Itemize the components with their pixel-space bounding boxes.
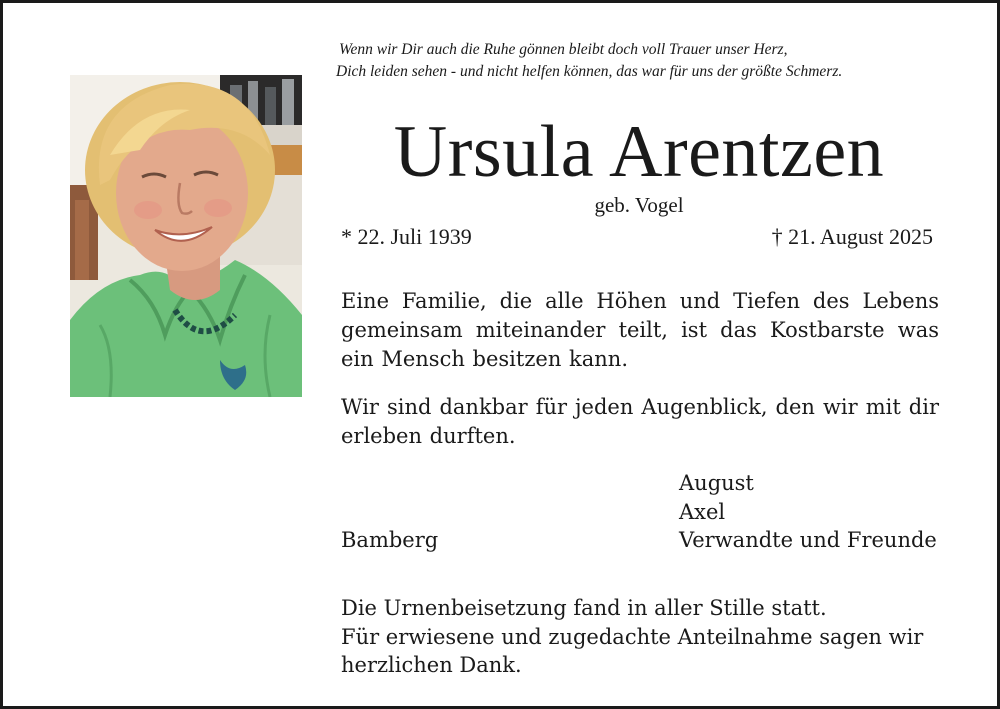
place: Bamberg <box>341 528 439 552</box>
signer: Axel <box>679 499 726 524</box>
signers-list <box>679 469 937 555</box>
family-paragraph: Eine Familie, die alle Höhen und Tiefen des Lebens gemeinsam miteinander teilt, ist das Kostbarste was ein Mensch besitzen kann. <box>341 289 939 371</box>
gratitude-paragraph: Wir sind dankbar für jeden Augenblick, den wir mit dir erleben durften. <box>341 395 939 448</box>
closing-line-1: Die Urnenbeisetzung fand in aller Stille statt. <box>341 596 827 620</box>
signer: Verwandte und Freunde <box>679 528 937 552</box>
signer: August <box>679 471 754 495</box>
poem <box>336 39 949 83</box>
poem-line-2: Dich leiden sehen - und nicht helfen können, das war für uns der größte Schmerz. <box>336 63 843 80</box>
maiden-name: geb. Vogel <box>594 193 684 217</box>
closing-line-3: herzlichen Dank. <box>341 653 522 677</box>
death-date: † 21. August 2025 <box>771 224 933 249</box>
portrait-photo <box>70 75 302 397</box>
closing-text <box>341 594 951 680</box>
poem-line-1: Wenn wir Dir auch die Ruhe gönnen bleibt doch voll Trauer unser Herz, <box>339 41 788 58</box>
closing-line-2: Für erwiesene und zugedachte Anteilnahme sagen wir <box>341 624 924 649</box>
deceased-name: Ursula Arentzen <box>393 111 885 193</box>
birth-date: * 22. Juli 1939 <box>341 224 472 249</box>
